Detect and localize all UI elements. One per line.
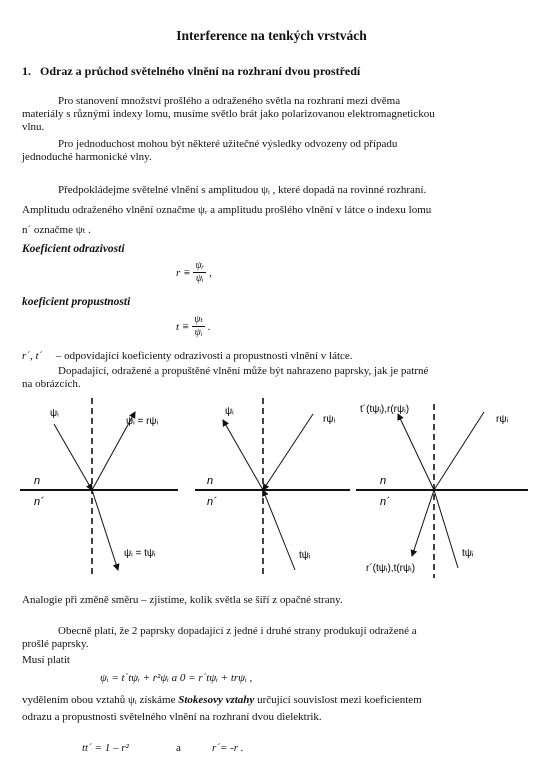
incident-ray (54, 424, 92, 490)
para5-line1: Obecně platí, že 2 paprsky dopadající z jedné i druhé strany produkují odražené a (58, 625, 417, 637)
reflected-ray (263, 414, 313, 490)
reflected-label: rψᵢ (323, 414, 336, 425)
n-label: n (207, 475, 214, 487)
rt-line (22, 350, 353, 363)
stokes-term: Stokesovy vztahy (178, 694, 255, 706)
diagram-3 (356, 398, 536, 580)
para1-line2: materiály s různými indexy lomu, musíme světlo brát jako polarizovanou elektromagnetickou (22, 108, 435, 120)
rt-text: – odpovídající koeficienty odrazivosti a propustnosti vlnění v látce. (55, 350, 353, 362)
para1-line3: vlnu. (22, 121, 45, 133)
para6-pre: vydělením obou vztahů ψᵢ získáme (22, 694, 179, 706)
page-title: Interference na tenkých vrstvách (176, 28, 367, 43)
equation-r (176, 260, 212, 285)
para6-line2: odrazu a propustnosti světelného vlnění na rozhraní dvou dielektrik. (22, 711, 322, 723)
final-and: a (176, 742, 181, 754)
para5-line2: prošlé paprsky. (22, 638, 89, 650)
transmitted-label: ψᵢ = tψᵢ (124, 548, 156, 559)
incident-label: ψᵢ (50, 408, 59, 419)
diagram-1 (20, 398, 180, 578)
para2-line1: Pro jednoduchost mohou být některé užitečné výsledky odvozeny od případu (58, 138, 398, 150)
transmitted-label: tψᵢ (462, 548, 474, 559)
para3-line3: n´ označme ψₜ . (22, 224, 91, 236)
transmitted-label: tψᵢ (299, 550, 311, 561)
eq-r-tail: , (209, 266, 212, 279)
para2-line2: jednoduché harmonické vlny. (22, 151, 152, 163)
reflected-label: ψᵢ = rψᵢ (126, 416, 159, 427)
final-eq2: r´= -r . (212, 742, 244, 754)
transmitted-ray (92, 490, 118, 570)
eq-t-tail: . (207, 320, 211, 333)
top-label: t´(tψᵢ),r(rψᵢ) (360, 404, 410, 415)
top-ray (398, 414, 434, 490)
reflected-ray (434, 412, 484, 490)
equation-t (176, 314, 211, 339)
transmitted-ray (434, 490, 458, 568)
section-heading-text: Odraz a průchod světelného vlnění na rozhraní dvou prostředí (40, 64, 361, 78)
transmittance-label: koeficient propustnosti (22, 296, 131, 308)
para3-line1: Předpokládejme světelné vlnění s amplitudou ψᵢ , které dopadá na rovinné rozhraní. (58, 184, 427, 196)
n-label: n (380, 475, 387, 487)
n2-label: n´ (207, 496, 217, 508)
eq-t-lhs: t ≡ (176, 320, 190, 333)
para4-line1: Dopadající, odražené a propuštěné vlnění může být nahrazeno paprsky, jak je patrné (58, 365, 429, 377)
eq-r-num: ψᵣ (195, 260, 205, 271)
eq-r-lhs: r ≡ (176, 266, 191, 279)
reflected-label: rψᵢ (496, 414, 509, 425)
eq-r-den: ψᵢ (195, 273, 204, 284)
n2-label: n´ (34, 496, 44, 508)
reflectance-label: Koeficient odrazivosti (22, 243, 125, 255)
section-number: 1. (22, 64, 31, 78)
rt-symbols: r´, t´ (22, 350, 43, 362)
analogy-line: Analogie při změně směru – zjistíme, kolik světla se šíří z opačné strany. (22, 594, 343, 606)
stokes-equation: ψᵢ = t´tψᵢ + r²ψᵢ a 0 = r´tψᵢ + trψᵢ , (100, 672, 253, 684)
para3-line2: Amplitudu odraženého vlnění označme ψᵣ a amplitudu prošlého vlnění v látce o indexu lomu (22, 204, 432, 216)
diagram-2 (195, 398, 355, 578)
incident-ray (223, 420, 263, 490)
bottom-ray (412, 490, 434, 556)
eq-t-num: ψₜ (194, 314, 203, 325)
para6-line1 (22, 694, 422, 707)
para6-post: určující souvislost mezi koeficientem (254, 694, 422, 706)
n-label: n (34, 475, 41, 487)
bottom-label: r´(tψᵢ),t(rψᵢ) (366, 563, 416, 574)
para5-line3: Musí platit (22, 654, 70, 666)
n2-label: n´ (380, 496, 390, 508)
para1-line1: Pro stanovení množství prošlého a odraženého světla na rozhraní mezi dvěma (58, 95, 401, 107)
transmitted-ray (263, 490, 295, 570)
eq-t-den: ψᵢ (194, 327, 203, 338)
final-eq1: tt´ = 1 – r² (82, 742, 129, 754)
para4-line2: na obrázcích. (22, 378, 81, 390)
section-heading (22, 64, 360, 79)
incident-label: ψᵢ (225, 406, 234, 417)
